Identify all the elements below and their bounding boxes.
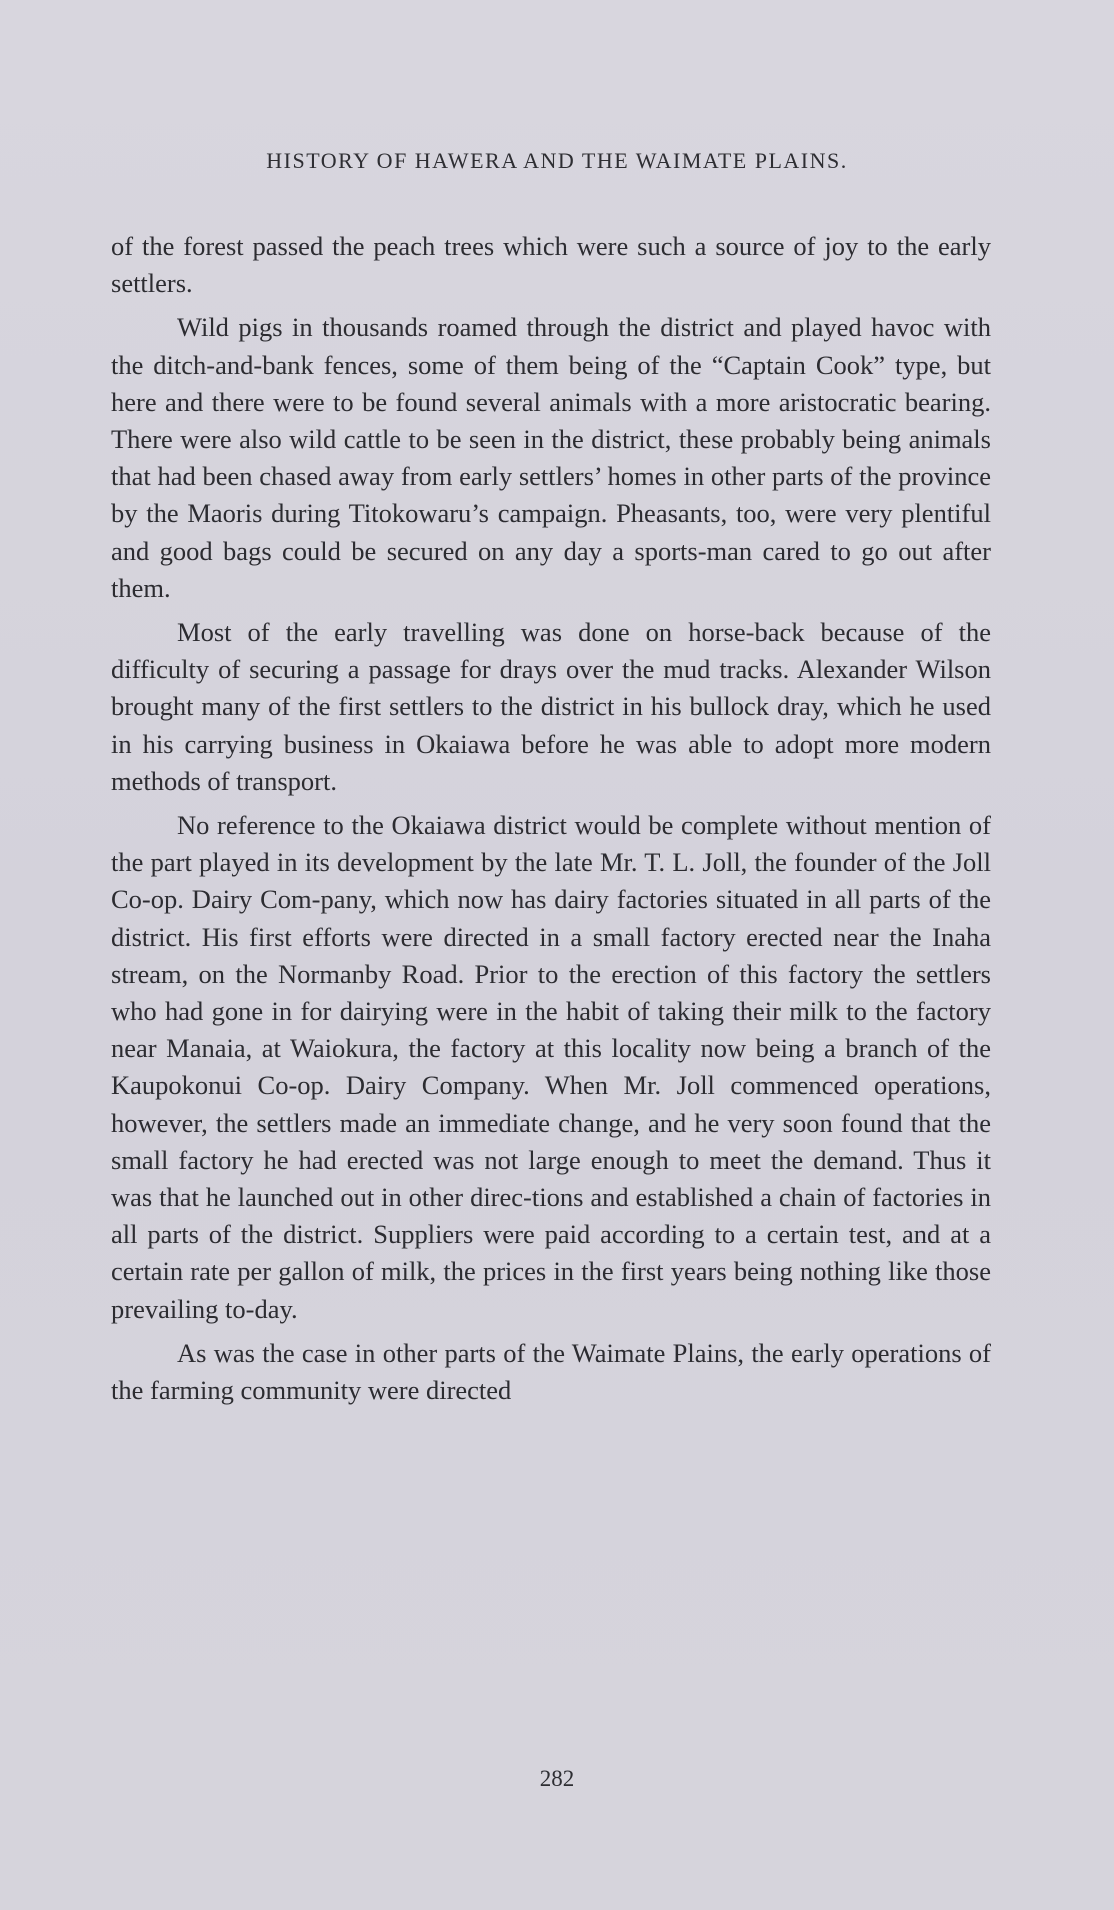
body-text: [111, 228, 991, 1416]
page-number: 282: [539, 1766, 575, 1791]
running-header: HISTORY OF HAWERA AND THE WAIMATE PLAINS.: [266, 148, 848, 173]
paragraph-early-travelling: Most of the early travelling was done on horse-back because of the difficulty of securing a passage for drays over the mud tracks. Alexander Wilson brought many of the first settlers to the district in his bullock dray, which he used in his carrying business in Okaiawa before he was able to adopt more modern methods of transport.: [111, 617, 991, 796]
paragraph-continuation: of the forest passed the peach trees which were such a source of joy to the early settlers.: [111, 231, 991, 299]
paragraph-joll-dairy: No reference to the Okaiawa district would be complete without mention of the part played in its development by the late Mr. T. L. Joll, the founder of the Joll Co-op. Dairy Com-pany, which now has dairy factories situated in all parts of the district. His first efforts were directed in a small factory erected near the Inaha stream, on the Normanby Road. Prior to the erection of this factory the settlers who had gone in for dairying were in the habit of taking their milk to the factory near Manaia, at Waiokura, the factory at this locality now being a branch of the Kaupokonui Co-op. Dairy Company. When Mr. Joll commenced operations, however, the settlers made an immediate change, and he very soon found that the small factory he had erected was not large enough to meet the demand. Thus it was that he launched out in other direc-tions and established a chain of factories in all parts of the district. Suppliers were paid according to a certain test, and at a certain rate per gallon of milk, the prices in the first years being nothing like those prevailing to-day.: [111, 810, 991, 1324]
paragraph-wild-pigs: Wild pigs in thousands roamed through the district and played havoc with the ditch-and-bank fences, some of them being of the “Captain Cook” type, but here and there were to be found several animals with a more aristocratic bearing. There were also wild cattle to be seen in the district, these probably being animals that had been chased away from early settlers’ homes in other parts of the province by the Maoris during Titokowaru’s campaign. Pheasants, too, were very plentiful and good bags could be secured on any day a sports-man cared to go out after them.: [111, 312, 991, 603]
paragraph-waimate-plains: As was the case in other parts of the Waimate Plains, the early operations of the farming community were directed: [111, 1337, 991, 1406]
